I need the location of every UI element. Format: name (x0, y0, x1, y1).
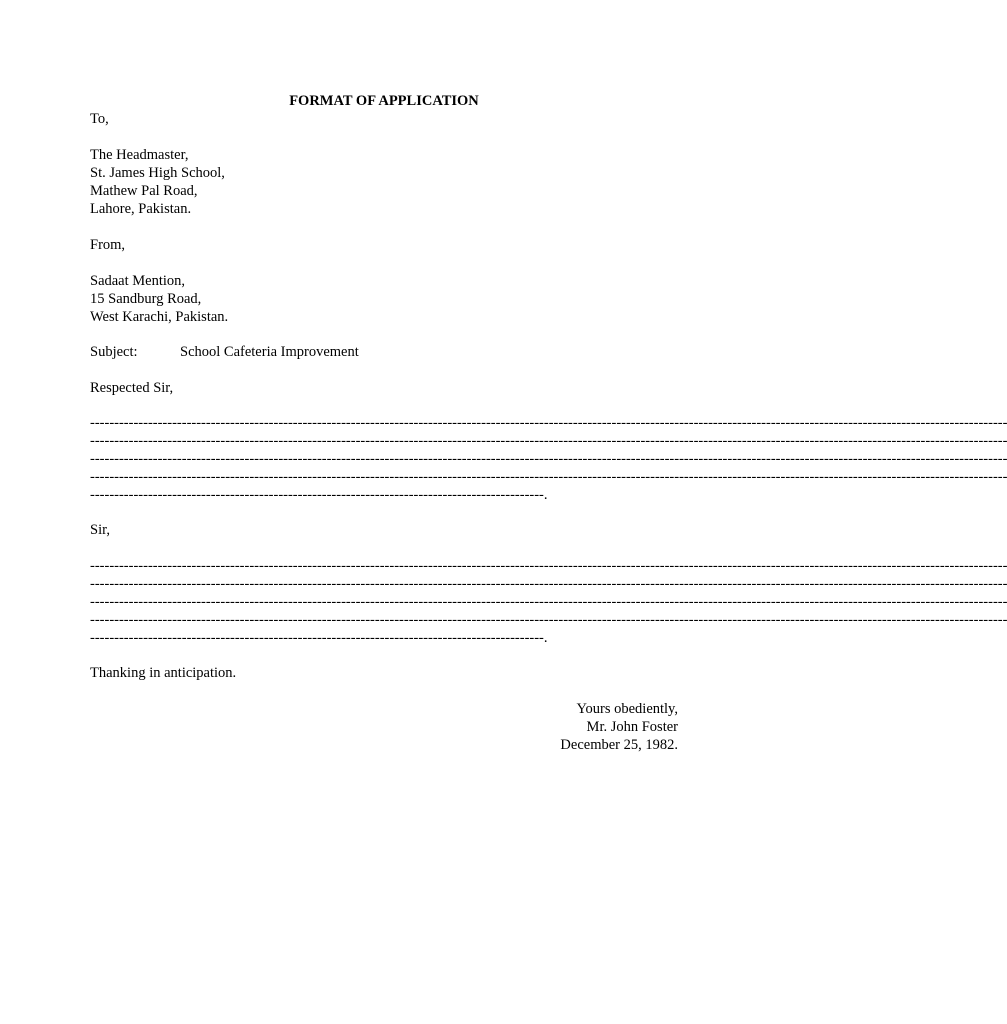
to-label: To, (90, 111, 109, 127)
from-label: From, (90, 237, 126, 253)
body-blank-line: ---------------------------------------------------------------------------------------------------------------------------------------------------------------------------------------------- (90, 469, 1007, 485)
sender-line: West Karachi, Pakistan. (90, 309, 229, 325)
sign-off-line: Yours obediently, (576, 701, 678, 717)
subject-row (90, 343, 678, 361)
body-blank-line: ---------------------------------------------------------------------------------------------------------------------------------------------------------------------------------------------- (90, 451, 1007, 467)
closing-line: Thanking in anticipation. (90, 665, 237, 681)
body-blank-line-last: ----------------------------------------------------------------------------------------------. (90, 487, 548, 503)
subject-label: Subject: (90, 344, 138, 360)
sender-line: Sadaat Mention, (90, 273, 186, 289)
sender-line: 15 Sandburg Road, (90, 291, 202, 307)
signatory-name: Mr. John Foster (586, 719, 678, 735)
body-blank-line: ---------------------------------------------------------------------------------------------------------------------------------------------------------------------------------------------- (90, 433, 1007, 449)
body-blank-line-last: ----------------------------------------------------------------------------------------------. (90, 630, 548, 646)
letter-date: December 25, 1982. (560, 737, 678, 753)
body-blank-line: ---------------------------------------------------------------------------------------------------------------------------------------------------------------------------------------------- (90, 612, 1007, 628)
body-blank-line: ---------------------------------------------------------------------------------------------------------------------------------------------------------------------------------------------- (90, 558, 1007, 574)
salutation: Respected Sir, (90, 380, 174, 396)
sir-label: Sir, (90, 522, 110, 538)
recipient-line: The Headmaster, (90, 147, 189, 163)
recipient-line: Mathew Pal Road, (90, 183, 198, 199)
body-blank-line: ---------------------------------------------------------------------------------------------------------------------------------------------------------------------------------------------- (90, 594, 1007, 610)
page-title: FORMAT OF APPLICATION (289, 93, 479, 109)
recipient-line: Lahore, Pakistan. (90, 201, 192, 217)
body-blank-line: ---------------------------------------------------------------------------------------------------------------------------------------------------------------------------------------------- (90, 415, 1007, 431)
subject-text: School Cafeteria Improvement (180, 344, 359, 360)
recipient-line: St. James High School, (90, 165, 225, 181)
body-blank-line: ---------------------------------------------------------------------------------------------------------------------------------------------------------------------------------------------- (90, 576, 1007, 592)
